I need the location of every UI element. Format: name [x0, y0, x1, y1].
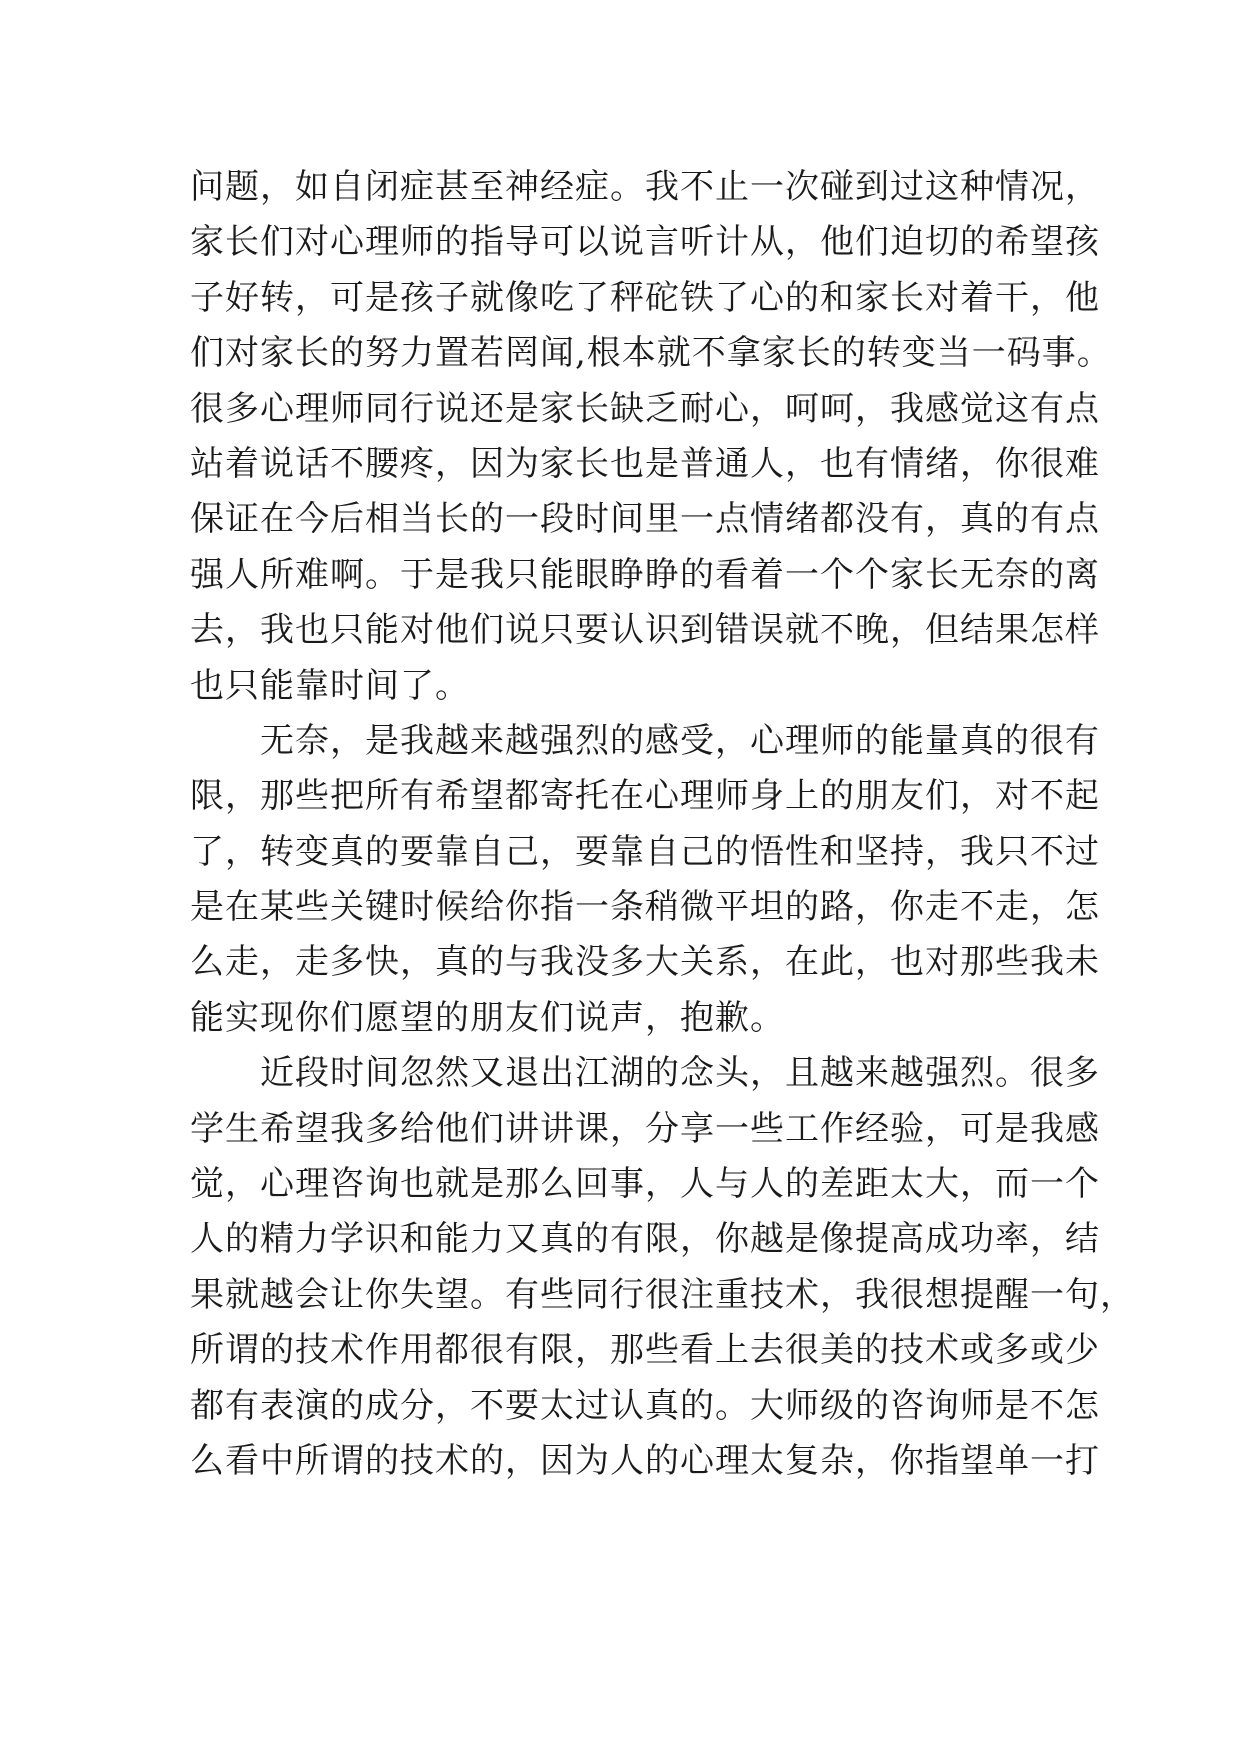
text-line: 站着说话不腰疼，因为家长也是普通人，也有情绪，你很难	[190, 443, 1100, 484]
text-line: 子好转，可是孩子就像吃了秤砣铁了心的和家长对着干，他	[190, 277, 1100, 318]
text-line: 很多心理师同行说还是家长缺乏耐心，呵呵，我感觉这有点	[190, 388, 1100, 429]
text-line: 家长们对心理师的指导可以说言听计从，他们迫切的希望孩	[190, 222, 1100, 263]
text-line: 人的精力学识和能力又真的有限，你越是像提高成功率，结	[190, 1219, 1100, 1260]
text-line: 么走，走多快，真的与我没多大关系，在此，也对那些我未	[190, 942, 1100, 983]
text-line: 问题，如自闭症甚至神经症。我不止一次碰到过这种情况，	[190, 167, 1100, 207]
text-line: 是在某些关键时候给你指一条稍微平坦的路，你走不走，怎	[190, 887, 1100, 928]
text-line: 无奈，是我越来越强烈的感受，心理师的能量真的很有	[260, 720, 1100, 761]
text-line: 了，转变真的要靠自己，要靠自己的悟性和坚持，我只不过	[190, 831, 1100, 872]
paragraph-1	[190, 160, 1112, 714]
text-line: 强人所难啊。于是我只能眼睁睁的看着一个个家长无奈的离	[190, 554, 1100, 595]
text-line: 觉，心理咨询也就是那么回事，人与人的差距太大，而一个	[190, 1164, 1100, 1205]
text-line: 果就越会让你失望。有些同行很注重技术，我很想提醒一句，	[190, 1274, 1135, 1315]
text-line: 都有表演的成分，不要太过认真的。大师级的咨询师是不怎	[190, 1385, 1100, 1426]
body-text	[190, 160, 1135, 1489]
paragraph-3	[190, 1046, 1135, 1489]
text-line: 限，那些把所有希望都寄托在心理师身上的朋友们，对不起	[190, 776, 1100, 817]
text-line: 能实现你们愿望的朋友们说声，抱歉。	[190, 997, 785, 1038]
text-line: 所谓的技术作用都很有限，那些看上去很美的技术或多或少	[190, 1330, 1100, 1371]
text-line: 去，我也只能对他们说只要认识到错误就不晚，但结果怎样	[190, 610, 1100, 651]
text-line: 也只能靠时间了。	[190, 665, 470, 706]
paragraph-2	[190, 714, 1100, 1046]
text-line: 近段时间忽然又退出江湖的念头，且越来越强烈。很多	[260, 1053, 1100, 1094]
text-line: 们对家长的努力置若罔闻,根本就不拿家长的转变当一码事。	[190, 333, 1112, 374]
text-line: 保证在今后相当长的一段时间里一点情绪都没有，真的有点	[190, 499, 1100, 540]
text-line: 么看中所谓的技术的，因为人的心理太复杂，你指望单一打	[190, 1440, 1100, 1481]
text-line: 学生希望我多给他们讲讲课，分享一些工作经验，可是我感	[190, 1108, 1100, 1149]
